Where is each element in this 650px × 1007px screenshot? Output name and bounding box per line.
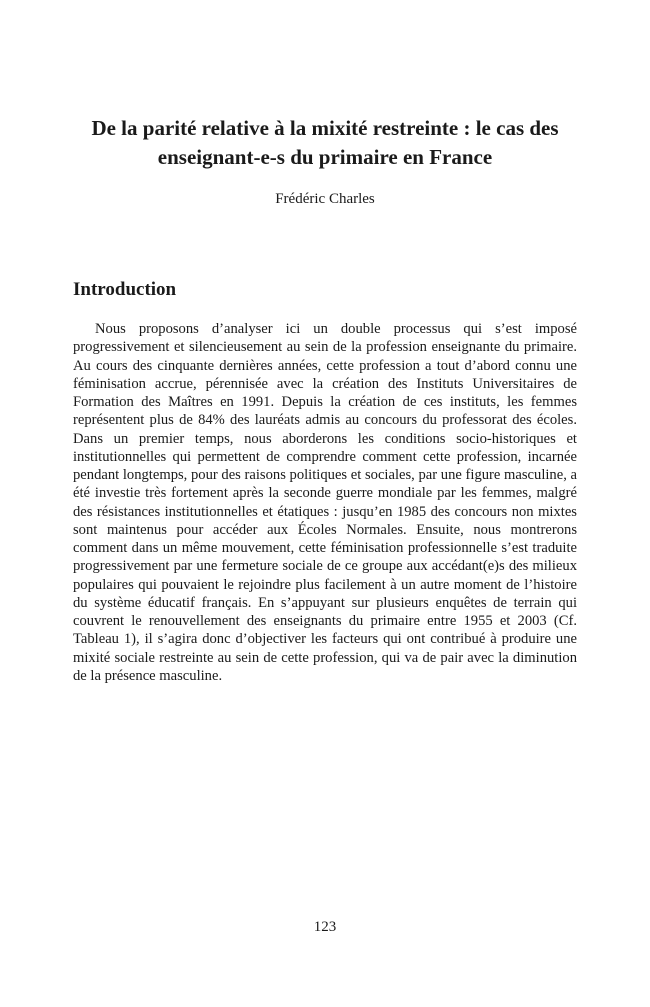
author-name: Frédéric Charles bbox=[275, 191, 375, 207]
section-heading: Introduction bbox=[73, 279, 177, 300]
body-paragraph: Nous proposons d’analyser ici un double processus qui s’est imposé progressivement et silencieusement au sein de la profession enseignante du primaire. Au cours des cinquante dernières années, cette profession a tout d’abord connu une féminisation accrue, pérennisée avec la création des Instituts Universitaires de Formation des Maîtres en 1991. Depuis la création de ces instituts, les femmes représentent plus de 84% des lauréats admis au concours du professorat des écoles. Dans un premier temps, nous aborderons les conditions socio-historiques et institutionnelles qui permettent de comprendre comment cette profession, incarnée pendant longtemps, pour des raisons politiques et sociales, par une figure masculine, a été investie très fortement après la seconde guerre mondiale par les femmes, malgré des résistances institutionnelles et étatiques : jusqu’en 1985 des concours non mixtes sont maintenus pour accéder aux Écoles Normales. Ensuite, nous montrerons comment dans un même mouvement, cette féminisation professionnelle s’est traduite progressivement par une fermeture sociale de ce groupe aux accédant(e)s des milieux populaires qui pouvaient le rejoindre plus facilement à un autre moment de l’histoire du système éducatif français. En s’appuyant sur plusieurs enquêtes de terrain qui couvrent le renouvellement des enseignants du primaire entre 1955 et 2003 (Cf. Tableau 1), il s’agira donc d’objectiver les facteurs qui ont contribué à produire une mixité sociale restreinte au sein de cette profession, qui va de pair avec la diminution de la présence masculine. bbox=[73, 321, 577, 684]
article-title: De la parité relative à la mixité restreinte : le cas des enseignant-e-s du primaire en France bbox=[91, 116, 559, 169]
page-number: 123 bbox=[313, 919, 337, 935]
